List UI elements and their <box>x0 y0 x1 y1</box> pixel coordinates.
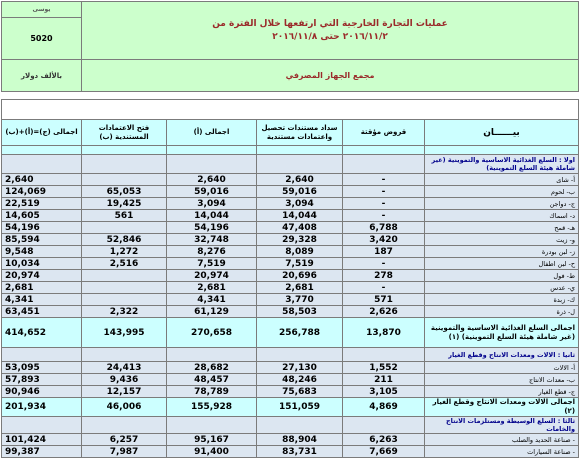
cell-docs-open <box>82 174 167 186</box>
cell-docs-open: 12,157 <box>82 386 167 398</box>
cell-total-a: 61,129 <box>167 306 257 318</box>
table-row <box>2 306 579 318</box>
table-row <box>2 434 579 446</box>
cell-docs-open: 2,322 <box>82 306 167 318</box>
total1-total-a: 270,658 <box>167 318 257 348</box>
cell-paid: 29,328 <box>257 234 343 246</box>
section-3-rows <box>2 434 579 458</box>
cell-total-ab: 20,974 <box>2 270 82 282</box>
cell-paid: 3,770 <box>257 294 343 306</box>
table-row <box>2 234 579 246</box>
report-note: يوسى <box>2 2 82 18</box>
cell-total-ab: 90,946 <box>2 386 82 398</box>
cell-paid: 3,094 <box>257 198 343 210</box>
cell-loans: - <box>343 282 425 294</box>
cell-total-a: 78,789 <box>167 386 257 398</box>
section-2-rows <box>2 362 579 398</box>
spacer-row <box>2 100 579 120</box>
section-3-title: ثالثا : السلع الوسيطة ومستلزمات الانتاج والخامات <box>425 417 579 434</box>
cell-loans: 7,669 <box>343 446 425 458</box>
cell-paid: 8,089 <box>257 246 343 258</box>
report-table <box>1 1 579 458</box>
cell-total-a: 4,341 <box>167 294 257 306</box>
total1-label: اجمالى السلع الغذائية الاساسية والتموينية (غير شاملة هيئة السلع التموينية) (١) <box>425 318 579 348</box>
section-1-title: اولا : السلع الغذائية الاساسية والتموينية (غير شاملة هيئة السلع التموينية) <box>425 155 579 174</box>
table-row <box>2 282 579 294</box>
cell-total-ab: 99,387 <box>2 446 82 458</box>
cell-label: ب- لحوم <box>425 186 579 198</box>
report-code: 5020 <box>2 18 82 60</box>
total1-paid: 256,788 <box>257 318 343 348</box>
cell-label: د- اسماك <box>425 210 579 222</box>
cell-label: ز- لبن بودرة <box>425 246 579 258</box>
cell-label: ج- قطع الغيار <box>425 386 579 398</box>
cell-total-ab: 2,681 <box>2 282 82 294</box>
section-2-title: ثانيا : الالات ومعدات الانتاج وقطع الغيار <box>425 348 579 362</box>
cell-label: - صناعة الحديد والصلب <box>425 434 579 446</box>
cell-label: ل- ذرة <box>425 306 579 318</box>
cell-paid: 83,731 <box>257 446 343 458</box>
cell-label: ج- دواجن <box>425 198 579 210</box>
cell-label: - صناعة السيارات <box>425 446 579 458</box>
cell-total-a: 2,681 <box>167 282 257 294</box>
cell-total-a: 32,748 <box>167 234 257 246</box>
cell-total-ab: 4,341 <box>2 294 82 306</box>
table-row <box>2 362 579 374</box>
cell-docs-open <box>82 222 167 234</box>
cell-loans: - <box>343 210 425 222</box>
cell-paid: 75,683 <box>257 386 343 398</box>
cell-loans: 187 <box>343 246 425 258</box>
total1-loans: 13,870 <box>343 318 425 348</box>
table-row <box>2 270 579 282</box>
cell-docs-open: 19,425 <box>82 198 167 210</box>
cell-docs-open: 7,987 <box>82 446 167 458</box>
cell-label: أ- شاى <box>425 174 579 186</box>
cell-label: ك- زبدة <box>425 294 579 306</box>
cell-total-a: 14,044 <box>167 210 257 222</box>
table-row <box>2 386 579 398</box>
total2-loans: 4,869 <box>343 398 425 417</box>
cell-total-a: 28,682 <box>167 362 257 374</box>
cell-loans: 278 <box>343 270 425 282</box>
cell-paid: 47,408 <box>257 222 343 234</box>
cell-paid: 58,503 <box>257 306 343 318</box>
cell-loans: 6,263 <box>343 434 425 446</box>
cell-paid: 48,246 <box>257 374 343 386</box>
table-row <box>2 186 579 198</box>
cell-docs-open <box>82 294 167 306</box>
cell-loans: 211 <box>343 374 425 386</box>
cell-loans: 1,552 <box>343 362 425 374</box>
table-row <box>2 294 579 306</box>
total2-paid: 151,059 <box>257 398 343 417</box>
cell-paid: 7,519 <box>257 258 343 270</box>
cell-label: ب- معدات الانتاج <box>425 374 579 386</box>
cell-total-a: 2,640 <box>167 174 257 186</box>
cell-total-ab: 124,069 <box>2 186 82 198</box>
table-row <box>2 246 579 258</box>
col-paid: سداد مستندات تحصيل واعتمادات مستندية <box>257 120 343 146</box>
cell-loans: 6,788 <box>343 222 425 234</box>
table-row <box>2 446 579 458</box>
cell-loans: - <box>343 174 425 186</box>
cell-loans: - <box>343 258 425 270</box>
total2-docs: 46,006 <box>82 398 167 417</box>
cell-loans: 2,626 <box>343 306 425 318</box>
report-sheet <box>1 1 578 458</box>
cell-paid: 59,016 <box>257 186 343 198</box>
cell-total-a: 91,400 <box>167 446 257 458</box>
cell-loans: 3,105 <box>343 386 425 398</box>
cell-total-ab: 85,594 <box>2 234 82 246</box>
spacer <box>2 92 579 100</box>
col-bayan: بيــــــان <box>425 120 579 146</box>
cell-docs-open: 9,436 <box>82 374 167 386</box>
cell-total-a: 54,196 <box>167 222 257 234</box>
cell-total-ab: 101,424 <box>2 434 82 446</box>
title-line2: ٢٠١٦/١١/٢ حتى ٢٠١٦/١١/٨ <box>272 31 388 42</box>
cell-total-ab: 63,451 <box>2 306 82 318</box>
cell-total-ab: 9,548 <box>2 246 82 258</box>
unit-label: بالألف دولار <box>2 60 82 92</box>
cell-label: هـ- قمح <box>425 222 579 234</box>
cell-docs-open <box>82 270 167 282</box>
cell-total-a: 3,094 <box>167 198 257 210</box>
cell-loans: - <box>343 198 425 210</box>
cell-total-a: 95,167 <box>167 434 257 446</box>
col-docs-open: فتح الاعتمادات المستندية (ب) <box>82 120 167 146</box>
total2-total-a: 155,928 <box>167 398 257 417</box>
cell-docs-open: 2,516 <box>82 258 167 270</box>
table-row <box>2 210 579 222</box>
cell-total-ab: 57,893 <box>2 374 82 386</box>
cell-docs-open: 24,413 <box>82 362 167 374</box>
table-row <box>2 258 579 270</box>
col-total-ab: اجمالى (ج)=(أ)+(ب) <box>2 120 82 146</box>
section-1-rows <box>2 174 579 318</box>
col-total-a: اجمالى (أ) <box>167 120 257 146</box>
cell-loans: 571 <box>343 294 425 306</box>
total2-total-ab: 201,934 <box>2 398 82 417</box>
cell-docs-open <box>82 282 167 294</box>
cell-paid: 88,904 <box>257 434 343 446</box>
cell-loans: 3,420 <box>343 234 425 246</box>
table-row <box>2 198 579 210</box>
cell-paid: 2,681 <box>257 282 343 294</box>
cell-docs-open: 65,053 <box>82 186 167 198</box>
cell-total-ab: 10,034 <box>2 258 82 270</box>
cell-total-a: 48,457 <box>167 374 257 386</box>
cell-label: و- زيت <box>425 234 579 246</box>
total1-total-ab: 414,652 <box>2 318 82 348</box>
cell-docs-open: 1,272 <box>82 246 167 258</box>
cell-label: أ- الالات <box>425 362 579 374</box>
source-label: مجمع الجهاز المصرفي <box>82 60 579 92</box>
cell-total-ab: 14,605 <box>2 210 82 222</box>
cell-total-ab: 53,095 <box>2 362 82 374</box>
cell-loans: - <box>343 186 425 198</box>
cell-label: ح- لبن اطفال <box>425 258 579 270</box>
table-row <box>2 174 579 186</box>
cell-paid: 2,640 <box>257 174 343 186</box>
cell-total-a: 8,276 <box>167 246 257 258</box>
col-loans: قروض مؤقتة <box>343 120 425 146</box>
total1-docs: 143,995 <box>82 318 167 348</box>
cell-total-a: 20,974 <box>167 270 257 282</box>
cell-paid: 20,696 <box>257 270 343 282</box>
cell-label: ط- فول <box>425 270 579 282</box>
table-row <box>2 222 579 234</box>
cell-total-a: 59,016 <box>167 186 257 198</box>
cell-label: ي- عدس <box>425 282 579 294</box>
cell-docs-open: 52,846 <box>82 234 167 246</box>
cell-paid: 27,130 <box>257 362 343 374</box>
cell-docs-open: 561 <box>82 210 167 222</box>
cell-total-ab: 2,640 <box>2 174 82 186</box>
cell-total-ab: 54,196 <box>2 222 82 234</box>
cell-total-a: 7,519 <box>167 258 257 270</box>
total2-label: اجمالى الالات ومعدات الانتاج وقطع الغيار (٢) <box>425 398 579 417</box>
cell-docs-open: 6,257 <box>82 434 167 446</box>
table-row <box>2 374 579 386</box>
title-line1: عمليات التجارة الخارجية التي ارتفعها خلال الفترة من <box>212 18 448 29</box>
cell-total-ab: 22,519 <box>2 198 82 210</box>
report-title <box>82 2 579 60</box>
cell-paid: 14,044 <box>257 210 343 222</box>
